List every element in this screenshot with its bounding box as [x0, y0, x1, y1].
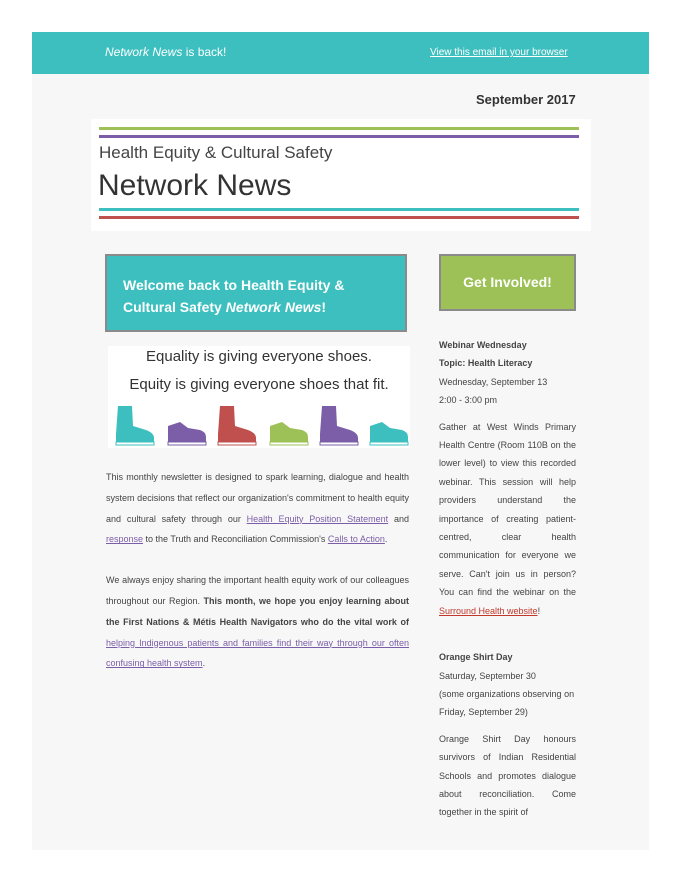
- view-in-browser-link[interactable]: View this email in your browser: [430, 47, 568, 58]
- boot-icon: [218, 406, 256, 442]
- intro-text: This monthly newsletter is designed to spark learning, dialogue and health system decisions that reflect our organization's commitment to health equity and cultural safety through our: [106, 472, 409, 524]
- equity-caption: Equity is giving everyone shoes that fit.: [129, 376, 389, 393]
- preheader-bar: [32, 32, 649, 74]
- sneaker-icon: [168, 422, 206, 442]
- intro-text-and: and: [388, 513, 409, 524]
- shoe-sole: [270, 442, 308, 445]
- boot-icon: [320, 406, 358, 442]
- masthead-title: Network News: [98, 169, 292, 202]
- masthead: [91, 119, 591, 231]
- event-title-orange-shirt: Orange Shirt Day: [439, 652, 513, 663]
- event-description-orange-shirt: Orange Shirt Day honours survivors of Indian Residential Schools and promotes dialogue about reconciliation. Come together in the spirit of: [439, 733, 576, 818]
- events-sidebar: [439, 336, 576, 822]
- issue-date: September 2017: [476, 92, 576, 107]
- navigators-bold-text: This month, we hope you enjoy learning about the First Nations & Métis Health Navigators who do the vital work of: [106, 595, 409, 627]
- preheader-announcement: [105, 45, 226, 59]
- shoe-sole: [320, 442, 358, 445]
- shoe-sole: [218, 442, 256, 445]
- event-title-webinar: Webinar Wednesday: [439, 340, 527, 350]
- sneaker-icon: [370, 422, 408, 442]
- equity-shoes-image: [108, 346, 410, 448]
- position-statement-link[interactable]: Health Equity Position Statement: [246, 513, 389, 524]
- intro-text-end: .: [384, 534, 388, 545]
- navigators-text-end: .: [202, 658, 206, 669]
- welcome-banner: [105, 254, 407, 332]
- masthead-rule-red: [99, 216, 579, 219]
- event-topic: Topic: Health Literacy: [439, 358, 533, 369]
- main-article: [106, 467, 409, 694]
- masthead-subtitle: Health Equity & Cultural Safety: [99, 143, 333, 162]
- event-note-orange-shirt: (some organizations observing on Friday, September 29): [439, 688, 575, 718]
- intro-paragraph: [106, 467, 409, 550]
- response-link[interactable]: response: [106, 534, 144, 545]
- newsletter-body: [32, 74, 649, 850]
- boot-icon: [116, 406, 154, 442]
- event-date-webinar: Wednesday, September 13: [439, 376, 548, 387]
- get-involved-button[interactable]: Get Involved!: [439, 254, 576, 311]
- masthead-rule-green: [99, 127, 579, 130]
- navigators-paragraph: [106, 570, 409, 674]
- event-time-webinar: 2:00 - 3:00 pm: [439, 395, 498, 406]
- sneaker-icon: [270, 422, 308, 442]
- preheader-announcement-text: is back!: [182, 45, 227, 59]
- equality-caption: Equality is giving everyone shoes.: [146, 348, 372, 365]
- surround-health-link[interactable]: Surround Health website: [439, 605, 538, 616]
- masthead-rule-purple: [99, 135, 579, 138]
- shoe-sole: [168, 442, 206, 445]
- shoe-sole: [116, 442, 154, 445]
- calls-to-action-link[interactable]: Calls to Action: [327, 534, 385, 545]
- shoes-illustration: [108, 404, 410, 446]
- welcome-newsletter-name: Network News: [225, 299, 322, 315]
- webinar-description-text: Gather at West Winds Primary Health Centre (Room 110B on the lower level) to view this recorded webinar. This session will help providers understand the importance of creating patient-centred, clear health communication for everyone we serve. Can't join us in person? You can find the webinar on the: [439, 421, 576, 598]
- event-date-orange-shirt: Saturday, September 30: [439, 670, 536, 681]
- navigators-text: We always enjoy sharing the important health equity work of our colleagues throughout our Region.: [106, 575, 409, 606]
- welcome-heading: [123, 274, 393, 318]
- intro-text-commission: to the Truth and Reconciliation Commission's: [143, 534, 328, 545]
- masthead-rule-teal: [99, 208, 579, 211]
- shoe-sole: [370, 442, 408, 445]
- navigators-link[interactable]: helping Indigenous patients and families find their way through our often confusing health system: [106, 637, 409, 669]
- preheader-newsletter-name: Network News: [105, 45, 183, 59]
- webinar-description-end: !: [537, 605, 541, 616]
- event-description-webinar: [439, 418, 576, 620]
- welcome-exclaim: !: [321, 299, 327, 315]
- welcome-text: Welcome back to Health Equity & Cultural Safety: [123, 277, 345, 315]
